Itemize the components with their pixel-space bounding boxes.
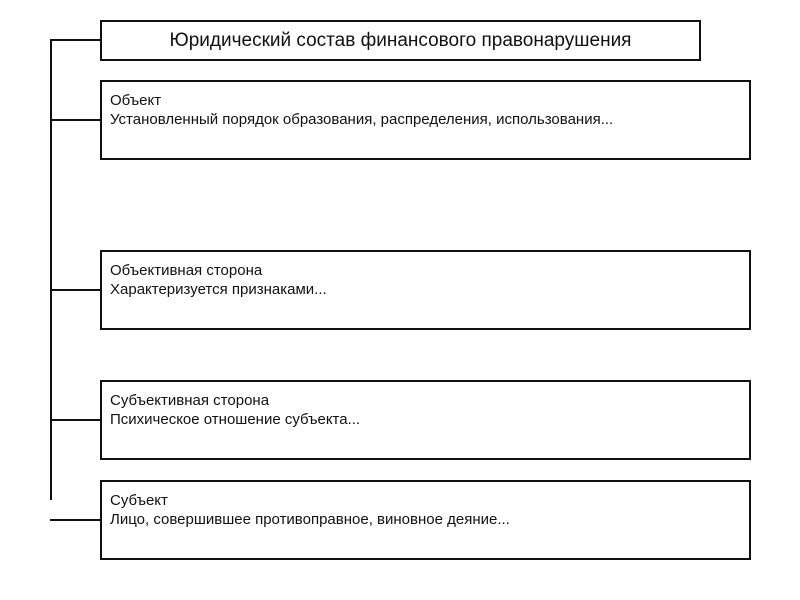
diagram-title-box (100, 20, 701, 61)
connector-subjective-side (50, 419, 101, 421)
connector-spine (50, 40, 52, 500)
node-object-heading: Объект (110, 92, 162, 109)
connector-objective-side (50, 289, 101, 291)
node-subjective-side-heading: Субъективная сторона (110, 392, 270, 409)
node-subjective-side (100, 380, 751, 460)
connector-object (50, 119, 101, 121)
node-object-description: Установленный порядок образования, распределения, использования... (110, 111, 614, 128)
node-objective-side-heading: Объективная сторона (110, 262, 263, 279)
node-subject-description: Лицо, совершившее противоправное, виновное деяние... (110, 511, 510, 528)
node-objective-side (100, 250, 751, 330)
node-subject-heading: Субъект (110, 492, 168, 509)
node-objective-side-description: Характеризуется признаками... (110, 281, 327, 298)
node-object (100, 80, 751, 160)
connector-title (50, 39, 101, 41)
connector-subject (50, 519, 101, 521)
node-subjective-side-description: Психическое отношение субъекта... (110, 411, 361, 428)
node-subject (100, 480, 751, 560)
diagram-title: Юридический состав финансового правонарушения (169, 29, 632, 51)
